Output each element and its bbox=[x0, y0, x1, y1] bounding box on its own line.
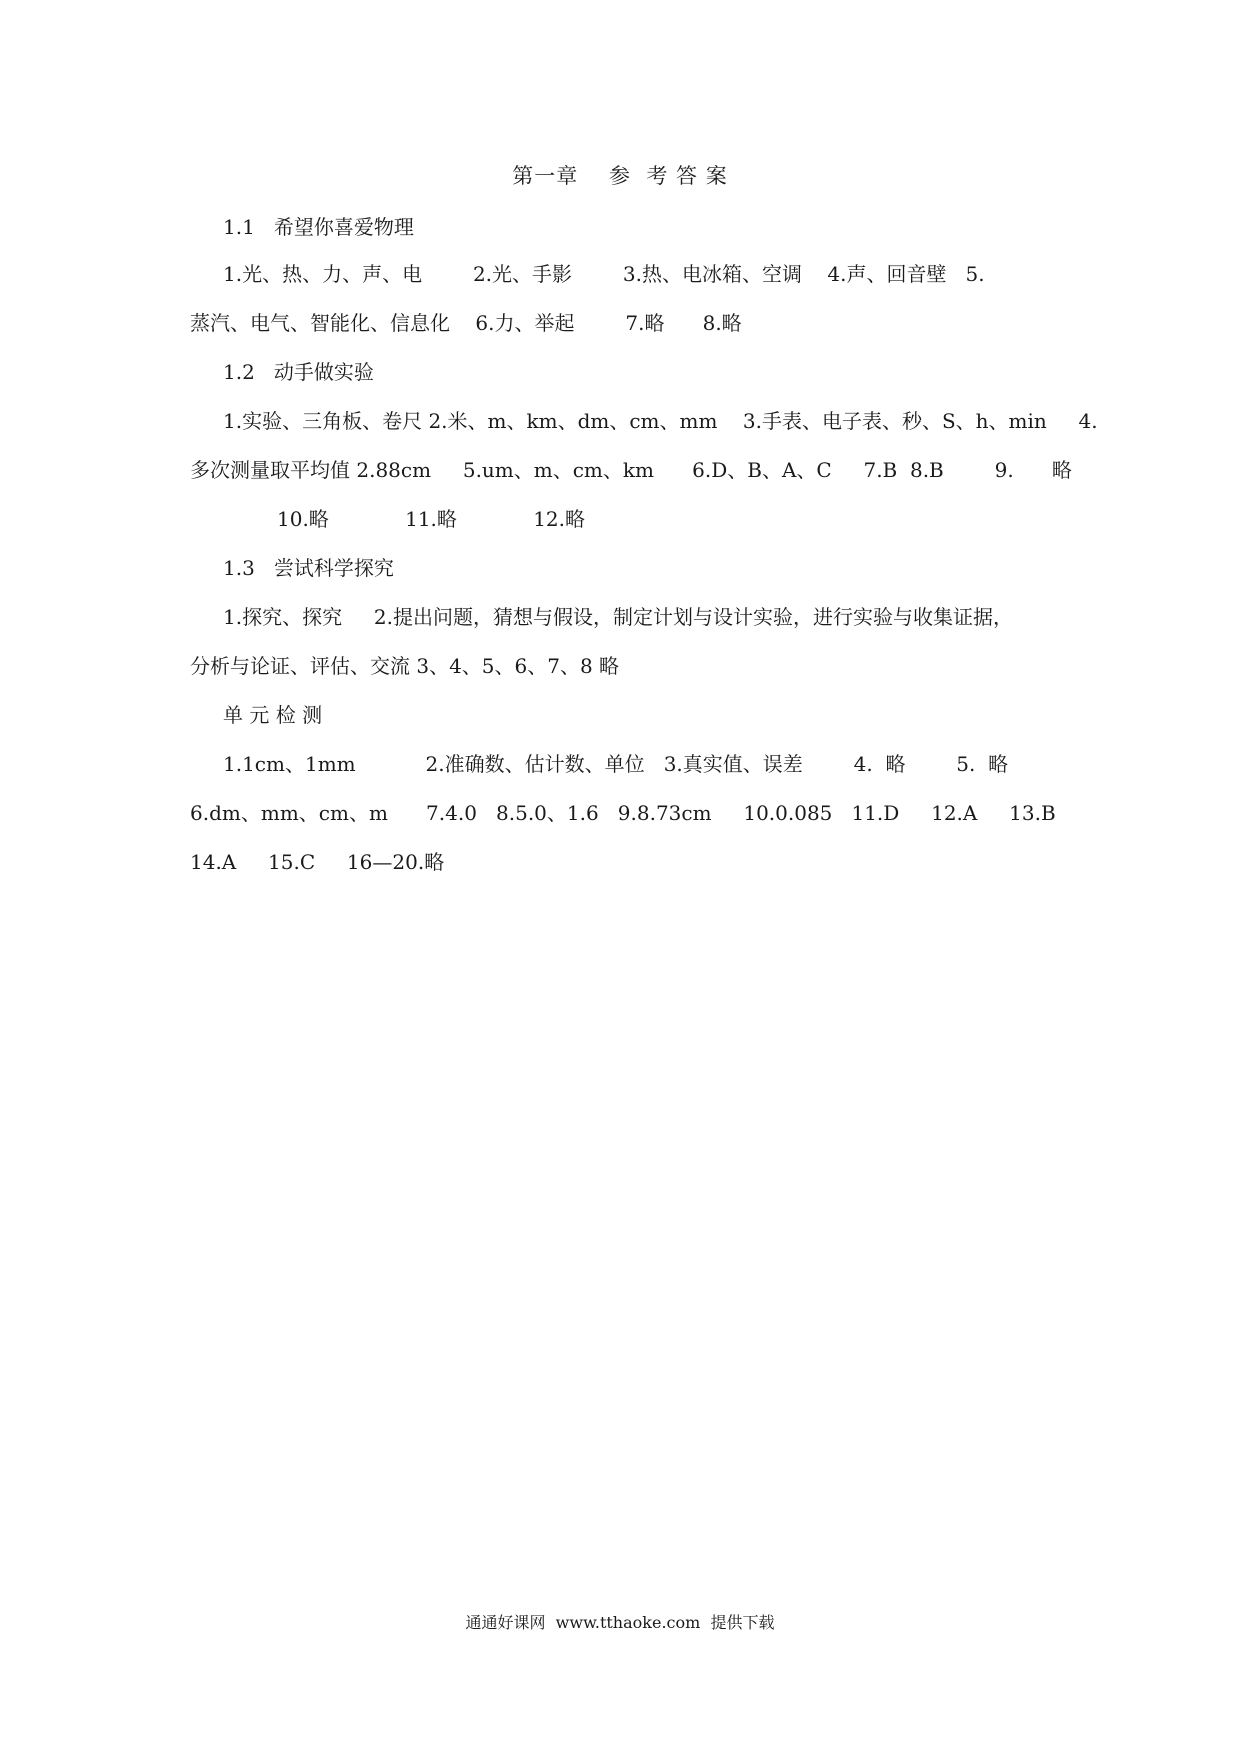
page-title: 第一章 参 考 答 案 bbox=[512, 164, 728, 188]
section-heading-1-2: 1.2 动手做实验 bbox=[223, 360, 374, 384]
answer-line: 多次测量取平均值 2.88cm 5.um、m、cm、km 6.D、B、A、C 7.B 8.B 9. 略 bbox=[190, 458, 1072, 482]
answer-line: 1.1cm、1mm 2.准确数、估计数、单位 3.真实值、误差 4. 略 5. 略 bbox=[223, 752, 1009, 776]
answer-line: 1.实验、三角板、卷尺 2.米、m、km、dm、cm、mm 3.手表、电子表、秒、S、h、min 4. bbox=[223, 409, 1098, 433]
answer-line: 1.探究、探究 2.提出问题，猜想与假设，制定计划与设计实验，进行实验与收集证据， bbox=[223, 605, 1013, 629]
answer-line: 1.光、热、力、声、电 2.光、手影 3.热、电冰箱、空调 4.声、回音壁 5. bbox=[223, 262, 985, 286]
answer-line: 分析与论证、评估、交流 3、4、5、6、7、8 略 bbox=[190, 654, 620, 678]
answer-line: 10.略 11.略 12.略 bbox=[277, 507, 585, 531]
answer-line: 6.dm、mm、cm、m 7.4.0 8.5.0、1.6 9.8.73cm 10.0.085 11.D 12.A 13.B bbox=[190, 801, 1056, 825]
answer-line: 蒸汽、电气、智能化、信息化 6.力、举起 7.略 8.略 bbox=[190, 311, 742, 335]
answer-line: 14.A 15.C 16—20.略 bbox=[190, 850, 445, 874]
section-heading-1-1: 1.1 希望你喜爱物理 bbox=[223, 215, 414, 239]
section-heading-1-3: 1.3 尝试科学探究 bbox=[223, 556, 394, 580]
section-heading-unit-test: 单 元 检 测 bbox=[223, 703, 323, 727]
footer-text: 通通好课网 www.tthaoke.com 提供下载 bbox=[465, 1613, 775, 1632]
